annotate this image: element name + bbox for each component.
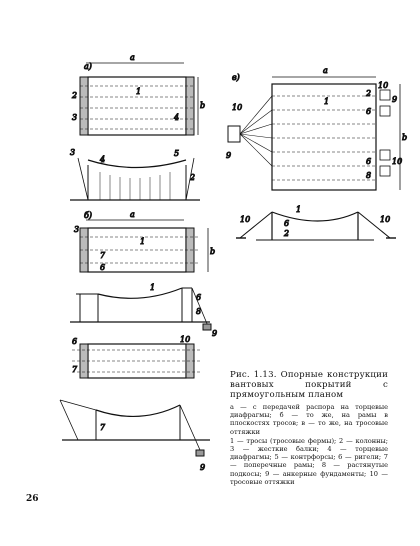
- fig-b2-n6: 6: [72, 337, 78, 346]
- fig-b-dim-a: a: [130, 210, 135, 219]
- fig-v-elev-n2: 2: [284, 229, 290, 238]
- fig-a-elev-n3: 3: [70, 148, 76, 157]
- fig-v-elev-n1: 1: [296, 205, 302, 214]
- fig-v-n9b: 9: [392, 95, 398, 104]
- fig-v-n10b: 10: [378, 81, 389, 90]
- fig-v-n2: 2: [366, 89, 372, 98]
- fig-v-dim-b: b: [402, 133, 408, 142]
- fig-b-elev-n9: 9: [212, 329, 218, 338]
- fig-b2-n10: 10: [180, 335, 191, 344]
- fig-b2-plan: [72, 335, 200, 378]
- fig-a-plan: [71, 53, 205, 135]
- fig-v-elev-n10: 10: [240, 215, 251, 224]
- fig-a-elev-n4: 4: [100, 155, 106, 164]
- fig-v-elev-n6: 6: [284, 219, 290, 228]
- fig-b-n1: 1: [140, 237, 146, 246]
- caption-paragraph: 1 — тросы (тросовые фермы); 2 — колонны; 3 — жесткие балки; 4 — торцевые диафрагмы; 5 — контрфорсы; 6 — ригели; 7 — поперечные рамы; 8 — растянутые подкосы; 9 — анкерные фундаменты; 10 — тросовые оттяжки: [230, 436, 388, 486]
- fig-a-n4: 4: [174, 113, 180, 122]
- caption-body: [230, 403, 388, 486]
- fig-b-n7: 7: [100, 251, 106, 260]
- fig-a-elev-n2: 2: [190, 173, 196, 182]
- fig-b-n6: 6: [100, 263, 106, 272]
- fig-b-elev-n6: 6: [196, 293, 202, 302]
- fig-v-n10: 10: [232, 103, 243, 112]
- fig-b-n3: 3: [74, 225, 80, 234]
- fig-a-dim-a: a: [130, 53, 135, 62]
- figure-caption: [230, 370, 388, 487]
- fig-v-n6: 6: [366, 107, 372, 116]
- fig-b2-elev-n9: 9: [200, 463, 206, 472]
- fig-a-label: а): [84, 62, 92, 71]
- fig-v-n1: 1: [324, 97, 330, 106]
- page-number: 26: [26, 494, 39, 504]
- fig-v-plan: [226, 66, 407, 190]
- fig-b-plan: [74, 210, 215, 272]
- fig-a-n1: 1: [136, 87, 142, 96]
- fig-a-elevation: [70, 148, 200, 200]
- fig-a-n2: 2: [72, 91, 78, 100]
- fig-b-elev-n8: 8: [196, 307, 202, 316]
- fig-v-dim-a: a: [323, 66, 328, 75]
- caption-title: Рис. 1.13. Опорные конструкции вантовых покрытий с прямоугольным планом: [230, 370, 388, 400]
- fig-v-n8: 8: [366, 171, 372, 180]
- fig-b-dim-b: b: [210, 247, 216, 256]
- fig-v-elev-n10b: 10: [380, 215, 391, 224]
- fig-b-elev-n1: 1: [150, 283, 156, 292]
- fig-v-label: в): [232, 73, 240, 82]
- caption-paragraph: а — с передачей распора на торцевые диафрагмы; б — то же, на рамы в плоскостях тросов; в — то же, на тросовые оттяжки: [230, 403, 388, 436]
- fig-a-elev-n5: 5: [174, 149, 180, 158]
- fig-b2-n7: 7: [72, 365, 78, 374]
- fig-b2-elev-n7: 7: [100, 423, 106, 432]
- fig-a-dim-b: b: [200, 101, 206, 110]
- fig-v-n9: 9: [226, 151, 232, 160]
- fig-a-n3: 3: [72, 113, 78, 122]
- fig-v-n10c: 10: [392, 157, 403, 166]
- fig-v-elevation: [236, 205, 396, 240]
- fig-b-elevation: [70, 283, 217, 338]
- fig-v-n6b: 6: [366, 157, 372, 166]
- fig-b2-elevation: [60, 400, 210, 472]
- fig-b-label: б): [84, 211, 93, 220]
